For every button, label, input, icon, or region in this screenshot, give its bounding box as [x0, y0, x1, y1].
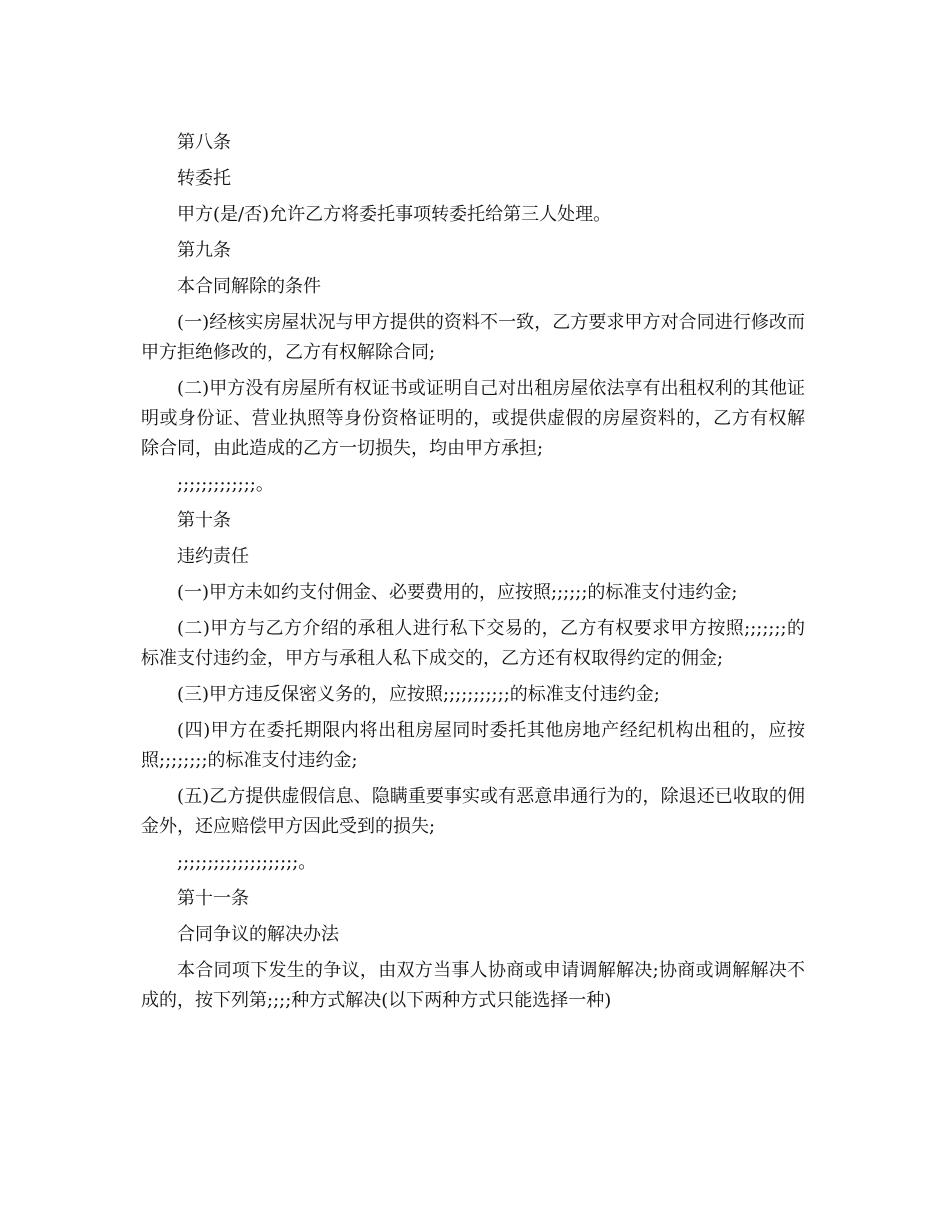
article-11-title: 合同争议的解决办法: [177, 924, 339, 945]
paragraph: 甲方(是/否)允许乙方将委托事项转委托给第三人处理。: [177, 204, 612, 225]
paragraph: (三)甲方违反保密义务的，应按照;;;;;;;;;;;的标准支付违约金;: [177, 684, 660, 705]
paragraph: (二)甲方与乙方介绍的承租人进行私下交易的，乙方有权要求甲方按照;;;;;;;的标准支付违约金，甲方与承租人私下成交的，乙方还有权取得约定的佣金;: [141, 618, 805, 669]
article-10-heading: 第十条: [177, 510, 231, 531]
article-8-heading: 第八条: [177, 132, 231, 153]
blank-fill-line: ;;;;;;;;;;;;;;;;;;;;。: [177, 852, 317, 873]
paragraph: (一)经核实房屋状况与甲方提供的资料不一致，乙方要求甲方对合同进行修改而甲方拒绝修改的，乙方有权解除合同;: [141, 312, 805, 363]
article-11-heading: 第十一条: [177, 888, 249, 909]
article-10-title: 违约责任: [177, 546, 249, 567]
paragraph: (四)甲方在委托期限内将出租房屋同时委托其他房地产经纪机构出租的，应按照;;;;;;;;的标准支付违约金;: [141, 720, 805, 771]
blank-fill-line: ;;;;;;;;;;;;;。: [177, 474, 274, 495]
document-page: [141, 128, 805, 1022]
paragraph: (二)甲方没有房屋所有权证书或证明自己对出租房屋依法享有出租权利的其他证明或身份证、营业执照等身份资格证明的，或提供虚假的房屋资料的，乙方有权解除合同，由此造成的乙方一切损失，均由甲方承担;: [141, 378, 805, 459]
article-8-title: 转委托: [177, 168, 231, 189]
article-9-heading: 第九条: [177, 240, 231, 261]
article-9-title: 本合同解除的条件: [177, 276, 321, 297]
paragraph: (一)甲方未如约支付佣金、必要费用的，应按照;;;;;;的标准支付违约金;: [177, 582, 738, 603]
paragraph: 本合同项下发生的争议，由双方当事人协商或申请调解解决;协商或调解解决不成的，按下列第;;;;种方式解决(以下两种方式只能选择一种): [141, 960, 805, 1011]
paragraph: (五)乙方提供虚假信息、隐瞒重要事实或有恶意串通行为的，除退还已收取的佣金外，还应赔偿甲方因此受到的损失;: [141, 786, 805, 837]
